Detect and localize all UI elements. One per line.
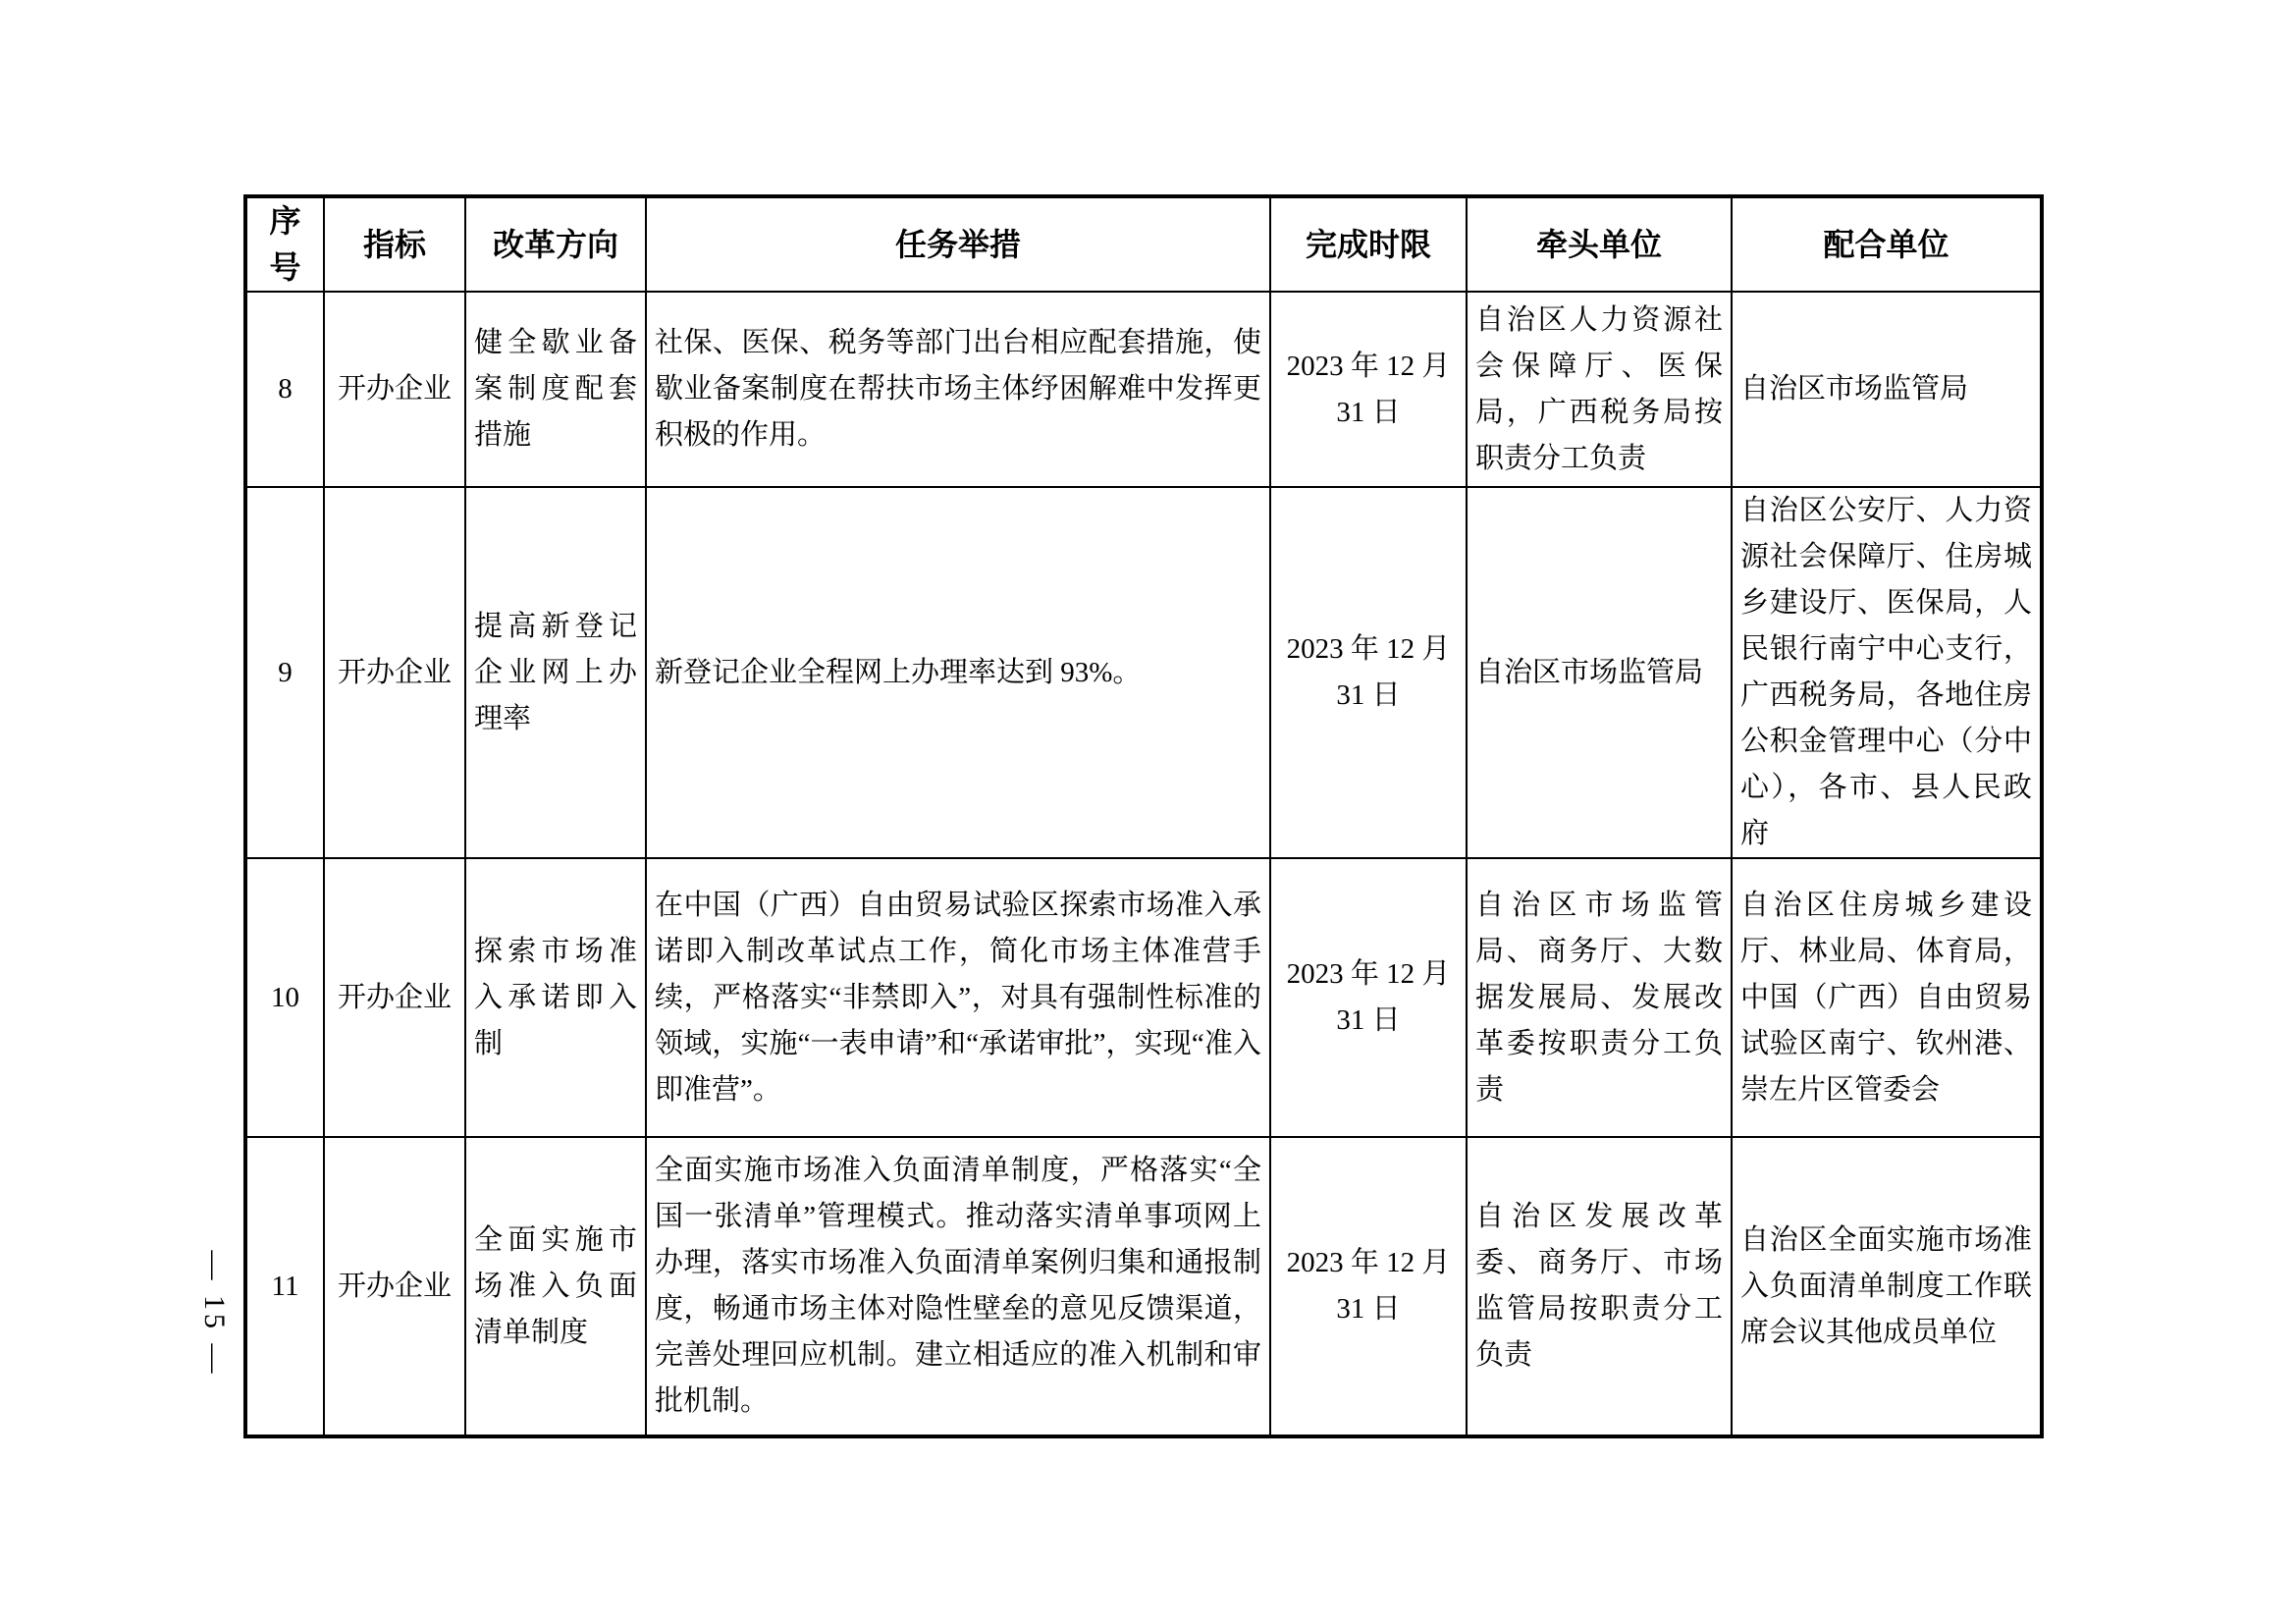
- column-header-indicator: 指标: [324, 196, 465, 292]
- cell-support-unit: 自治区住房城乡建设厅、林业局、体育局，中国（广西）自由贸易试验区南宁、钦州港、崇左片区管委会: [1732, 858, 2042, 1137]
- cell-task: 社保、医保、税务等部门出台相应配套措施，使歇业备案制度在帮扶市场主体纾困解难中发挥更积极的作用。: [646, 292, 1270, 487]
- cell-seq: 11: [245, 1137, 324, 1436]
- cell-task: 全面实施市场准入负面清单制度，严格落实“全国一张清单”管理模式。推动落实清单事项网上办理，落实市场准入负面清单案例归集和通报制度，畅通市场主体对隐性壁垒的意见反馈渠道，完善处理回应机制。建立相适应的准入机制和审批机制。: [646, 1137, 1270, 1436]
- cell-indicator: 开办企业: [324, 858, 465, 1137]
- cell-deadline: [1270, 858, 1467, 1137]
- table-header-row: [245, 196, 2042, 292]
- deadline-day: 31 日: [1336, 396, 1401, 428]
- cell-lead-unit: 自治区人力资源社会保障厅、医保局，广西税务局按职责分工负责: [1467, 292, 1732, 487]
- deadline-date: 2023 年 12 月: [1286, 633, 1451, 665]
- deadline-day: 31 日: [1336, 679, 1401, 711]
- cell-support-unit: 自治区全面实施市场准入负面清单制度工作联席会议其他成员单位: [1732, 1137, 2042, 1436]
- cell-lead-unit: 自治区市场监管局: [1467, 487, 1732, 858]
- cell-deadline: [1270, 292, 1467, 487]
- table-row: [245, 858, 2042, 1137]
- cell-seq: 8: [245, 292, 324, 487]
- column-header-support: 配合单位: [1732, 196, 2042, 292]
- column-header-seq: 序号: [245, 196, 324, 292]
- cell-support-unit: 自治区公安厅、人力资源社会保障厅、住房城乡建设厅、医保局，人民银行南宁中心支行，广西税务局，各地住房公积金管理中心（分中心），各市、县人民政府: [1732, 487, 2042, 858]
- column-header-direction: 改革方向: [465, 196, 646, 292]
- cell-deadline: [1270, 1137, 1467, 1436]
- cell-direction: 健全歇业备案制度配套措施: [465, 292, 646, 487]
- column-header-task: 任务举措: [646, 196, 1270, 292]
- cell-lead-unit: 自治区市场监管局、商务厅、大数据发展局、发展改革委按职责分工负责: [1467, 858, 1732, 1137]
- deadline-day: 31 日: [1336, 1004, 1401, 1036]
- cell-direction: 提高新登记企业网上办理率: [465, 487, 646, 858]
- deadline-date: 2023 年 12 月: [1286, 350, 1451, 382]
- cell-task: 新登记企业全程网上办理率达到 93%。: [646, 487, 1270, 858]
- column-header-deadline: 完成时限: [1270, 196, 1467, 292]
- deadline-date: 2023 年 12 月: [1286, 958, 1451, 990]
- column-header-lead: 牵头单位: [1467, 196, 1732, 292]
- cell-direction: 探索市场准入承诺即入制: [465, 858, 646, 1137]
- page-number: — 15 —: [198, 1250, 231, 1378]
- deadline-day: 31 日: [1336, 1293, 1401, 1325]
- cell-direction: 全面实施市场准入负面清单制度: [465, 1137, 646, 1436]
- cell-seq: 10: [245, 858, 324, 1137]
- cell-task: 在中国（广西）自由贸易试验区探索市场准入承诺即入制改革试点工作，简化市场主体准营手续，严格落实“非禁即入”，对具有强制性标准的领域，实施“一表申请”和“承诺审批”，实现“准入即准营”。: [646, 858, 1270, 1137]
- cell-indicator: 开办企业: [324, 487, 465, 858]
- cell-support-unit: 自治区市场监管局: [1732, 292, 2042, 487]
- table-row: [245, 292, 2042, 487]
- table-row: [245, 1137, 2042, 1436]
- table-row: [245, 487, 2042, 858]
- cell-seq: 9: [245, 487, 324, 858]
- cell-indicator: 开办企业: [324, 292, 465, 487]
- cell-deadline: [1270, 487, 1467, 858]
- reform-task-table: [243, 194, 2044, 1438]
- cell-indicator: 开办企业: [324, 1137, 465, 1436]
- cell-lead-unit: 自治区发展改革委、商务厅、市场监管局按职责分工负责: [1467, 1137, 1732, 1436]
- deadline-date: 2023 年 12 月: [1286, 1247, 1451, 1278]
